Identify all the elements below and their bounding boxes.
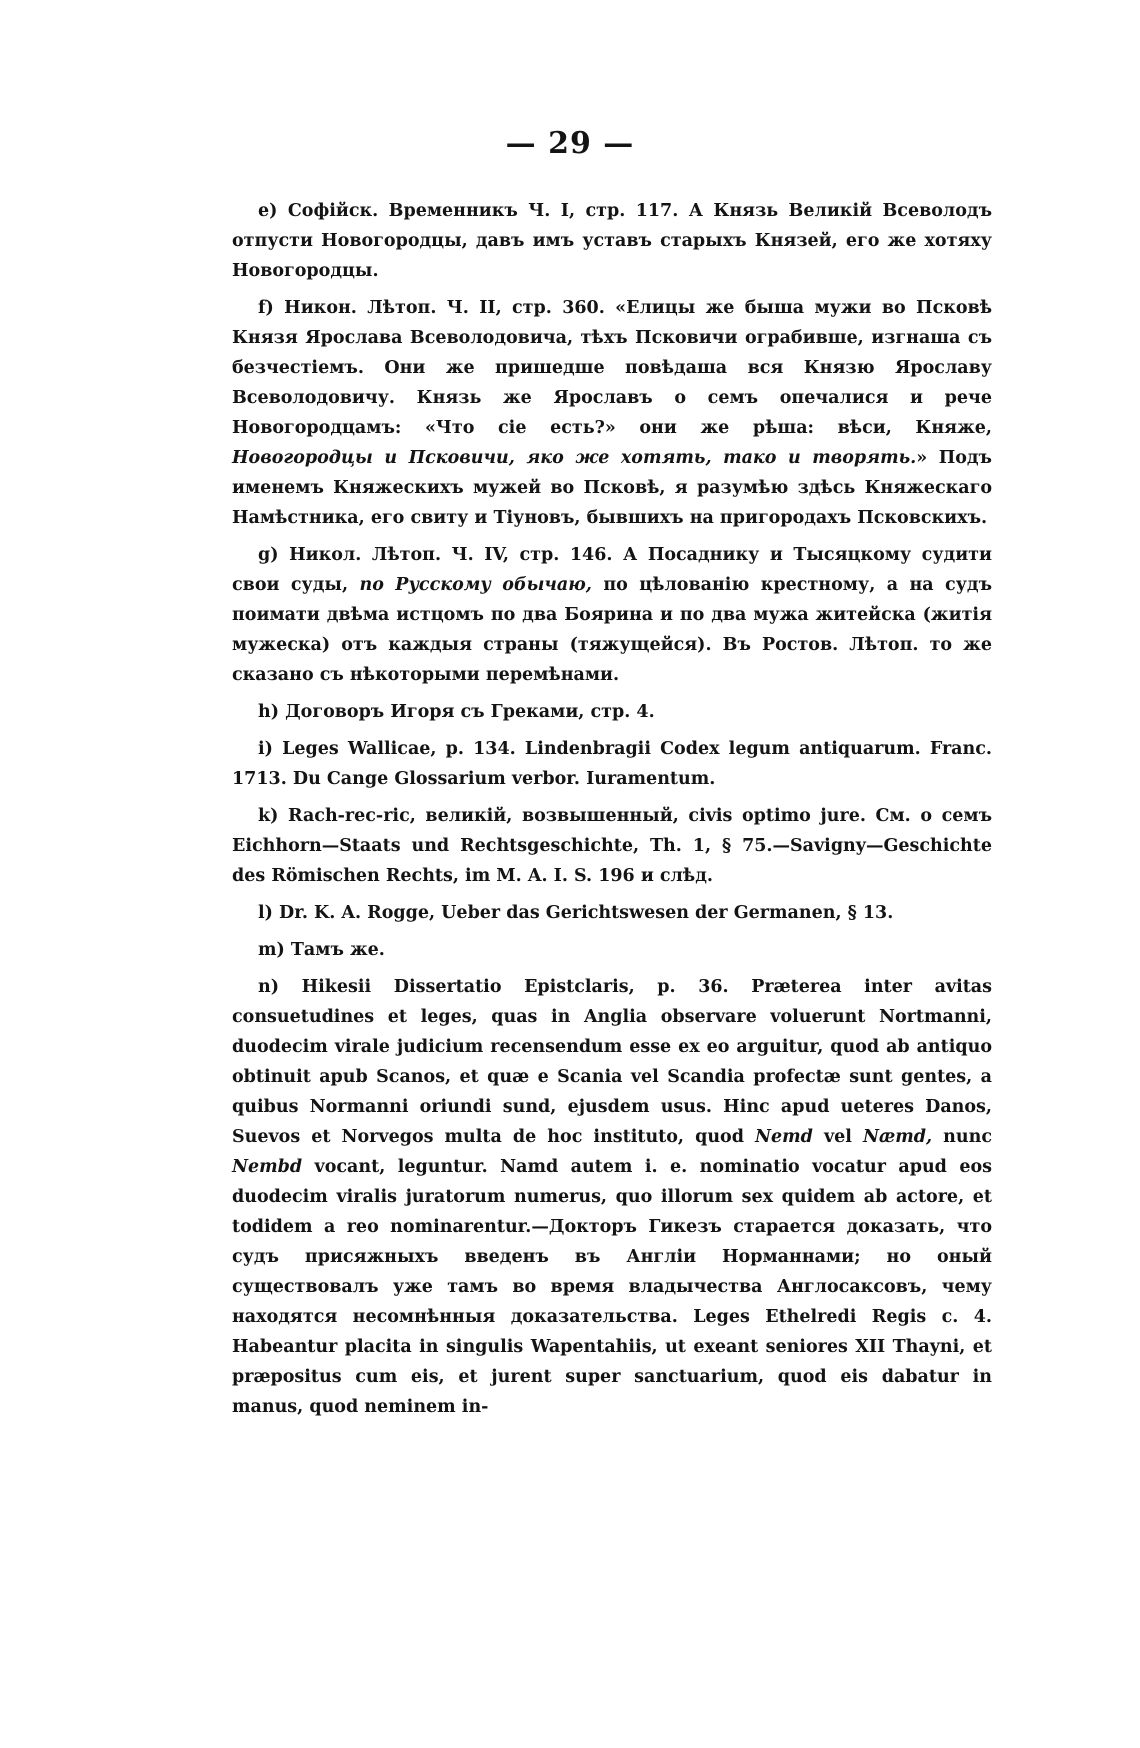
footnotes <box>232 196 992 1429</box>
footnote <box>232 801 992 891</box>
footnote-text: vocant, leguntur. Namd autem i. e. nominatio vocatur apud eos duodecim viralis juratorum numerus, quo illorum sex quidem ab actore, et todidem a reo nominarentur.—Докторъ Гикезъ старается доказать, что судъ присяжныхъ введенъ въ Англіи Норманнами; но оный существовалъ уже тамъ во время владычества Англосаксовъ, чему находятся несомнѣнныя доказательства. Leges Ethelredi Regis c. 4. Habeantur placita in singulis Wapentahiis, ut exeant seniores XII Thayni, et præpositus cum eis, et jurent super sanctuarium, quod eis dabatur in manus, quod neminem in- <box>232 1157 992 1417</box>
footnote-label: g) <box>258 545 279 565</box>
footnote-text: Никон. Лѣтоп. Ч. II, стр. 360. «Елицы же быша мужи во Псковѣ Князя Ярослава Всеволодовича, тѣхъ Псковичи ограбивше, изгнаша съ безчестіемъ. Они же пришедше повѣдаша вся Князю Ярославу Всеволодовичу. Князь же Ярославъ о семъ опечалися и рече Новогородцамъ: «Что сіе есть?» они же рѣша: вѣси, Княже, <box>232 298 992 438</box>
footnote <box>232 972 992 1422</box>
footnote-label: f) <box>258 298 274 318</box>
footnote-text: vel <box>812 1127 863 1147</box>
footnote-label: n) <box>258 977 280 997</box>
footnote-label: e) <box>258 201 278 221</box>
footnote-text: Leges Wallicae, p. 134. Lindenbragii Codex legum antiquarum. Franc. 1713. Du Cange Glossarium verbor. Iuramentum. <box>232 739 992 789</box>
footnote-text: Dr. K. A. Rogge, Ueber das Gerichtswesen der Germanen, § 13. <box>279 903 894 923</box>
footnote <box>232 293 992 533</box>
footnote-label: h) <box>258 702 280 722</box>
footnote-text: » Подъ именемъ Княжескихъ мужей во Псковѣ, я разумѣю здѣсь Княжескаго Намѣстника, его свиту и Тіуновъ, бывшихъ на пригородахъ Псковскихъ. <box>232 448 992 528</box>
footnote <box>232 196 992 286</box>
footnote-text: Софійск. Временникъ Ч. I, стр. 117. А Князь Великій Всеволодъ отпусти Новогородцы, давъ имъ уставъ старыхъ Князей, его же хотяху Новогородцы. <box>232 201 993 281</box>
footnote-italic-text: Nemd <box>755 1127 813 1147</box>
footnote <box>232 898 992 928</box>
footnote-label: k) <box>258 806 279 826</box>
footnote <box>232 935 992 965</box>
footnote-label: m) <box>258 940 285 960</box>
footnote-text: nunc <box>932 1127 993 1147</box>
footnote-italic-text: Næmd, <box>862 1127 933 1147</box>
footnote-text: Никол. Лѣтоп. Ч. IV, стр. 146. А Посаднику и Тысяцкому судити свои суды, <box>232 545 992 595</box>
footnote-text: по цѣлованію крестному, а на судъ поимати двѣма истцомъ по два Боярина и по два мужа житейска (житія мужеска) отъ каждыя страны (тяжущейся). Въ Ростов. Лѣтоп. то же сказано съ нѣкоторыми перемѣнами. <box>232 575 992 685</box>
footnote-italic-text: Nembd <box>232 1157 303 1177</box>
footnote <box>232 540 992 690</box>
footnote <box>232 734 992 794</box>
footnote-text: Hikesii Dissertatio Epistclaris, p. 36. Præterea inter avitas consuetudines et leges, quas in Anglia observare voluerunt Nortmanni, duodecim virale judicium recensendum esse ex eo arguitur, quod ab antiquo obtinuit apub Scanos, et quæ e Scania vel Scandia profectæ sunt gentes, a quibus Normanni oriundi sund, ejusdem usus. Hinc apud ueteres Danos, Suevos et Norvegos multa de hoc instituto, quod <box>232 977 992 1147</box>
footnote-text: Договоръ Игоря съ Греками, стр. 4. <box>285 702 655 722</box>
page-number: — 29 — <box>505 126 635 161</box>
footnote-label: l) <box>258 903 273 923</box>
footnote-label: i) <box>258 739 273 759</box>
footnote-text: Rach-rec-ric, великій, возвышенный, civis optimo jure. См. о семъ Eichhorn—Staats und Rechtsgeschichte, Th. 1, § 75.—Savigny—Geschichte des Römischen Rechts, im M. A. I. S. 196 и слѣд. <box>232 806 993 886</box>
footnote-text: Тамъ же. <box>290 940 385 960</box>
footnote-italic-text: по Русскому обычаю, <box>359 575 592 595</box>
footnote-italic-text: Новогородцы и Псковичи, яко же хотять, тако и творять. <box>232 448 917 468</box>
footnote <box>232 697 992 727</box>
